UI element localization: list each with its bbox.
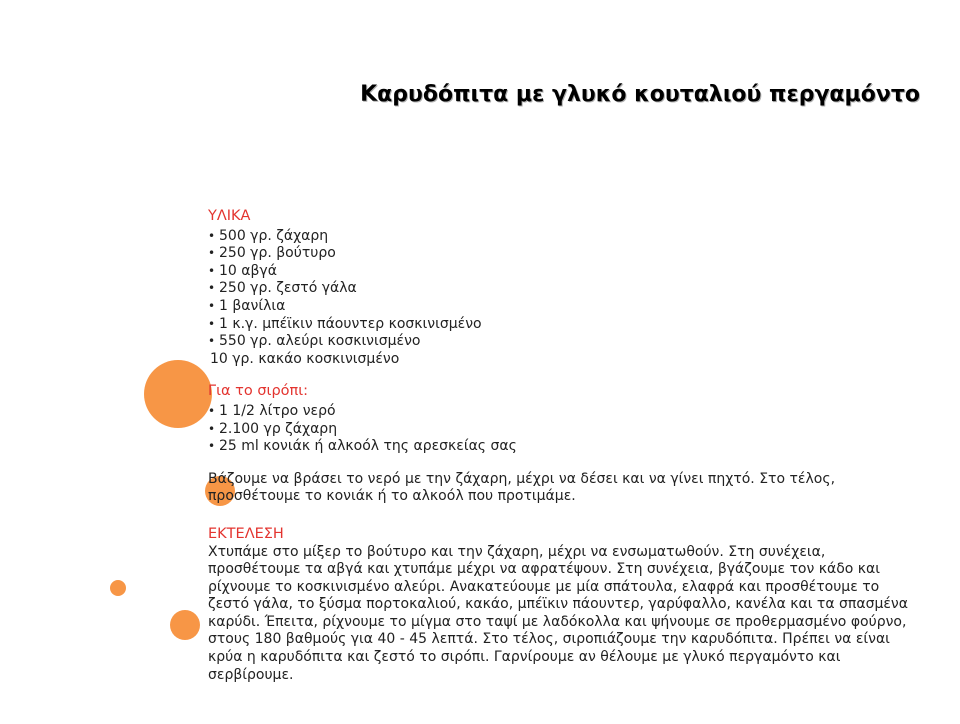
ingredient-item: • 250 γρ. βούτυρο <box>208 245 920 263</box>
syrup-instructions: Βάζουμε να βράσει το νερό με την ζάχαρη, μέχρι να δέσει και να γίνει πηχτό. Στο τέλος, προσθέτουμε το κονιάκ ή το αλκοόλ που προτιμάμε. <box>208 470 836 505</box>
ingredient-item: 10 γρ. κακάο κοσκινισμένο <box>210 350 400 367</box>
recipe-content <box>208 208 920 684</box>
syrup-item: • 1 1/2 λίτρο νερό <box>208 403 920 421</box>
syrup-list <box>208 403 920 456</box>
ingredient-item: • 10 αβγά <box>208 263 920 281</box>
ingredient-item: • 1 κ.γ. μπέϊκιν πάουντερ κοσκινισμένο <box>208 316 920 334</box>
decorative-circle-small <box>110 580 126 596</box>
ingredients-list <box>208 228 920 369</box>
execution-heading: ΕΚΤΕΛΕΣΗ <box>208 525 284 542</box>
syrup-item: • 25 ml κονιάκ ή αλκοόλ της αρεσκείας σας <box>208 438 920 456</box>
ingredients-heading: ΥΛΙΚΑ <box>208 208 251 224</box>
ingredient-item: • 550 γρ. αλεύρι κοσκινισμένο <box>208 333 920 351</box>
decorative-circle-medium-2 <box>170 610 200 640</box>
ingredient-item: • 250 γρ. ζεστό γάλα <box>208 280 920 298</box>
ingredient-item: • 1 βανίλια <box>208 298 920 316</box>
syrup-item: • 2.100 γρ ζάχαρη <box>208 421 920 439</box>
ingredient-item: • 500 γρ. ζάχαρη <box>208 228 920 246</box>
page-title: Καρυδόπιτα με γλυκό κουταλιού περγαμόντο <box>360 82 920 107</box>
syrup-heading: Για το σιρόπι: <box>208 383 309 400</box>
decorative-circle-large <box>144 360 212 428</box>
execution-text: Χτυπάμε στο μίξερ το βούτυρο και την ζάχαρη, μέχρι να ενσωματωθούν. Στη συνέχεια, προσθέτουμε τα αβγά και χτυπάμε μέχρι να αφρατέψουν. Στη συνέχεια, βγάζουμε τον κάδο και ρίχνουμε το κοσκινισμένο αλεύρι. Ανακατεύουμε με μία σπάτουλα, ελαφρά και προσθέτουμε το ζεστό γάλα, το ξύσμα πορτοκαλιού, κακάο, μπέϊκιν πάουντερ, γαρύφαλλο, κανέλα και τα σπασμένα καρύδι. Έπειτα, ρίχνουμε το μίγμα στο ταψί με λαδόκολλα και ψήνουμε σε προθερμασμένο φούρνο, στους 180 βαθμούς για 40 - 45 λεπτά. Στο τέλος, σιροπιάζουμε την καρυδόπιτα. Πρέπει να είναι κρύα η καρυδόπιτα και ζεστό το σιρόπι. Γαρνίρουμε αν θέλουμε με γλυκό περγαμόντο και σερβίρουμε. <box>208 543 908 683</box>
